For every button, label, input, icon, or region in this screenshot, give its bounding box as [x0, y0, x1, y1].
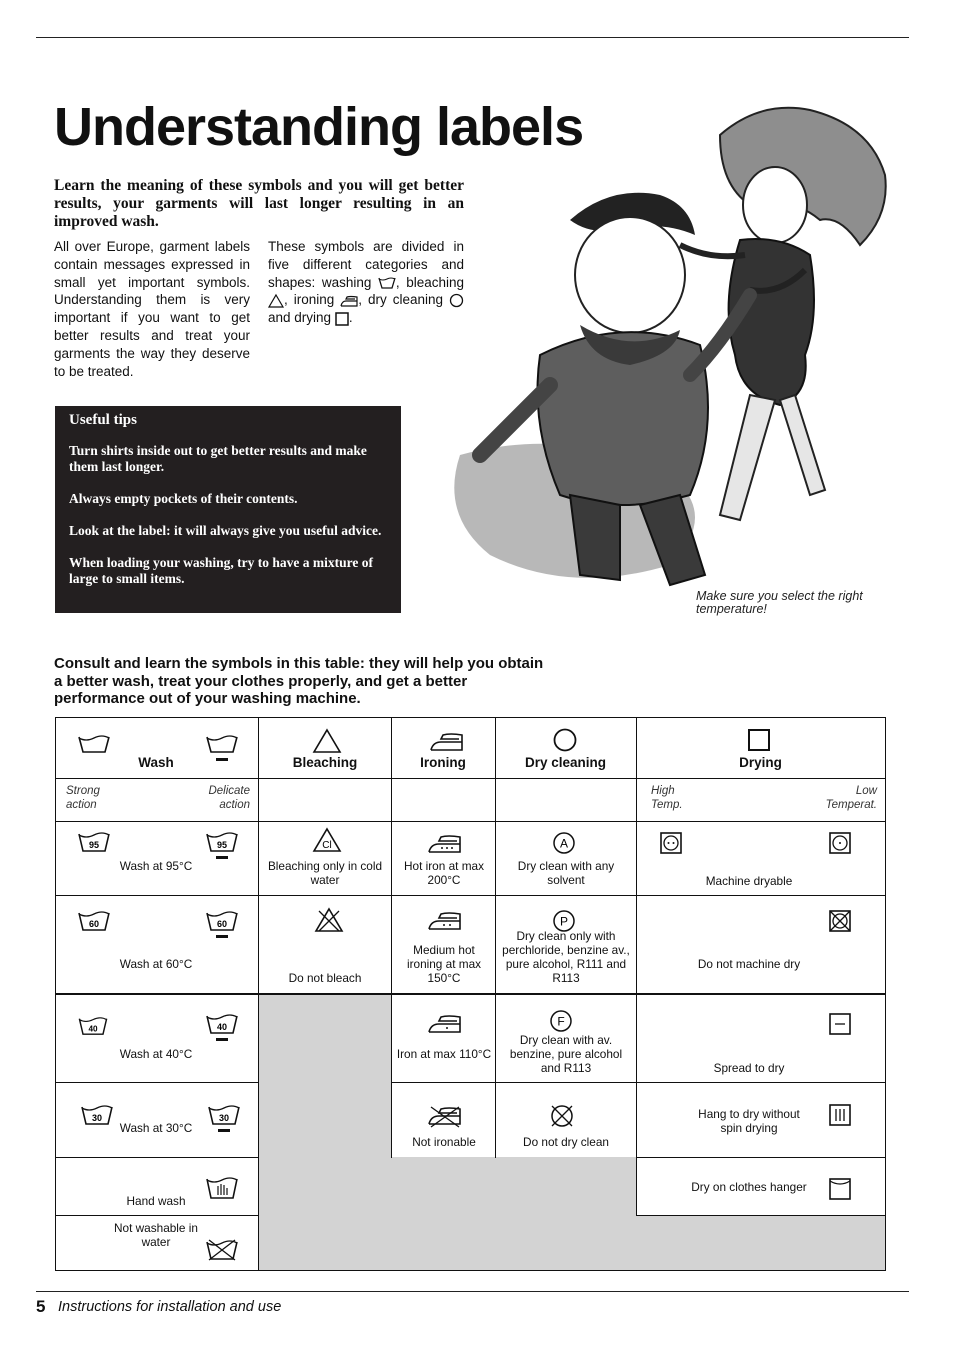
bleach-icon	[313, 729, 341, 753]
wash-icon	[378, 276, 396, 290]
iron-hot-label: Hot iron at max 200°C	[404, 859, 484, 887]
iron-medium-label: Medium hot ironing at max 150°C	[406, 943, 482, 985]
svg-text:P: P	[559, 914, 569, 929]
svg-text:40: 40	[216, 1022, 228, 1032]
clothes-hanger-label: Dry on clothes hanger	[691, 1180, 807, 1194]
page-title: Understanding labels	[54, 97, 584, 157]
wash-60-delicate-icon	[206, 910, 238, 940]
wash-40-label: Wash at 40°C	[119, 1047, 193, 1061]
svg-text:A: A	[559, 836, 569, 851]
svg-text:95: 95	[88, 840, 100, 850]
hang-to-dry-icon	[829, 1104, 851, 1126]
tips-title: Useful tips	[69, 412, 137, 428]
svg-text:60: 60	[216, 919, 228, 929]
do-not-machine-dry-label: Do not machine dry	[697, 957, 801, 971]
dryclean-f-icon	[550, 1010, 572, 1032]
header-drying: Drying	[739, 755, 782, 770]
left-paragraph: All over Europe, garment labels contain messages expressed in small yet important symbols. Understanding them is very important if you want to get better results and treat your garments the way they deserve to be treated.	[54, 239, 250, 379]
header-wash: Wash	[138, 755, 174, 770]
bleach-icon	[268, 294, 284, 308]
bleach-cold-label: Bleaching only in cold water	[267, 859, 383, 887]
drying-icon	[748, 729, 770, 751]
wash-40-delicate-icon	[206, 1013, 238, 1043]
wash-icon	[78, 734, 110, 754]
wash-60-icon	[78, 910, 110, 932]
wash-30-label: Wash at 30°C	[119, 1121, 193, 1135]
not-ironable-label: Not ironable	[412, 1135, 476, 1149]
iron-hot-icon	[428, 834, 462, 854]
tip-item: Look at the label: it will always give you useful advice.	[69, 523, 382, 538]
hand-wash-icon	[206, 1176, 238, 1200]
tip-item: Always empty pockets of their contents.	[69, 491, 298, 506]
not-washable-icon	[206, 1239, 238, 1261]
machine-dryable-label: Machine dryable	[705, 874, 793, 888]
wash-40-icon	[78, 1016, 108, 1036]
hand-wash-label: Hand wash	[126, 1194, 186, 1208]
bottom-rule	[36, 1291, 909, 1292]
consult-text: Consult and learn the symbols in this table: they will help you obtain a better wash, treat your clothes properly, and get a better performance out of your washing machine.	[54, 655, 544, 707]
footer-text: Instructions for installation and use	[58, 1299, 282, 1315]
header-ironing: Ironing	[420, 755, 466, 770]
useful-tips-box	[55, 406, 401, 613]
do-not-bleach-label: Do not bleach	[288, 971, 362, 985]
header-bleaching: Bleaching	[292, 755, 358, 770]
lead-text: Learn the meaning of these symbols and you will get better results, your garments will last longer resulting in an improved wash.	[54, 177, 464, 230]
iron-low-icon	[428, 1014, 462, 1034]
dryclean-benzine-label: Dry clean with av. benzine, pure alcohol and R113	[509, 1033, 623, 1075]
dryclean-any-label: Dry clean with any solvent	[517, 859, 615, 887]
do-not-dryclean-label: Do not dry clean	[523, 1135, 609, 1149]
page-number: 5	[36, 1297, 46, 1316]
wash-60-label: Wash at 60°C	[119, 957, 193, 971]
spread-to-dry-label: Spread to dry	[713, 1061, 785, 1075]
svg-text:30: 30	[218, 1113, 230, 1123]
not-ironable-icon	[428, 1106, 462, 1128]
hang-to-dry-label: Hang to dry without spin drying	[698, 1107, 800, 1135]
delicate-action-label: Delicate action	[208, 785, 250, 811]
iron-medium-icon	[428, 911, 462, 931]
low-temp-label: Low Temperat.	[825, 785, 877, 811]
dryclean-icon	[553, 728, 577, 752]
iron-icon	[340, 294, 358, 308]
illustration-caption: Make sure you select the right temperature!	[696, 589, 863, 616]
do-not-machine-dry-icon	[829, 910, 851, 932]
iron-icon	[430, 732, 464, 752]
svg-text:95: 95	[216, 840, 228, 850]
spread-to-dry-icon	[829, 1013, 851, 1035]
clothes-hanger-icon	[829, 1178, 851, 1200]
header-dry-cleaning: Dry cleaning	[524, 755, 607, 770]
wash-95-label: Wash at 95°C	[119, 859, 193, 873]
high-temp-label: High Temp.	[651, 785, 683, 811]
do-not-bleach-icon	[315, 908, 343, 932]
dryclean-perchloride-label: Dry clean only with perchloride, benzine av., pure alcohol, R111 and R113	[502, 929, 630, 985]
svg-text:F: F	[557, 1014, 565, 1029]
tip-item: Turn shirts inside out to get better results and make them last longer.	[69, 443, 367, 474]
drying-icon	[335, 312, 349, 326]
wash-30-delicate-icon	[208, 1104, 240, 1134]
bleach-cl-icon	[313, 828, 341, 852]
svg-text:40: 40	[88, 1024, 98, 1034]
wash-95-delicate-icon	[206, 831, 238, 861]
wash-delicate-icon	[206, 734, 238, 762]
empty-area	[259, 1215, 885, 1270]
tip-item: When loading your washing, try to have a mixture of large to small items.	[69, 555, 374, 586]
wash-95-icon	[78, 831, 110, 853]
tumble-dry-high-icon	[660, 832, 682, 854]
svg-text:Cl: Cl	[322, 840, 332, 851]
tumble-dry-low-icon	[829, 832, 851, 854]
wash-30-icon	[81, 1104, 113, 1126]
dancing-couple-illustration	[420, 95, 900, 605]
svg-text:30: 30	[91, 1113, 103, 1123]
strong-action-label: Strong action	[66, 785, 100, 811]
do-not-dryclean-icon	[550, 1104, 574, 1128]
dryclean-a-icon	[553, 832, 575, 854]
iron-low-label: Iron at max 110°C	[396, 1047, 492, 1061]
svg-text:60: 60	[88, 919, 100, 929]
top-rule	[36, 37, 909, 38]
not-washable-label: Not washable in water	[114, 1221, 198, 1249]
right-paragraph: These symbols are divided in five different categories and shapes: washing , bleaching , ironing , dry cleaning and drying .	[268, 239, 464, 326]
care-symbols-table	[55, 717, 886, 1271]
